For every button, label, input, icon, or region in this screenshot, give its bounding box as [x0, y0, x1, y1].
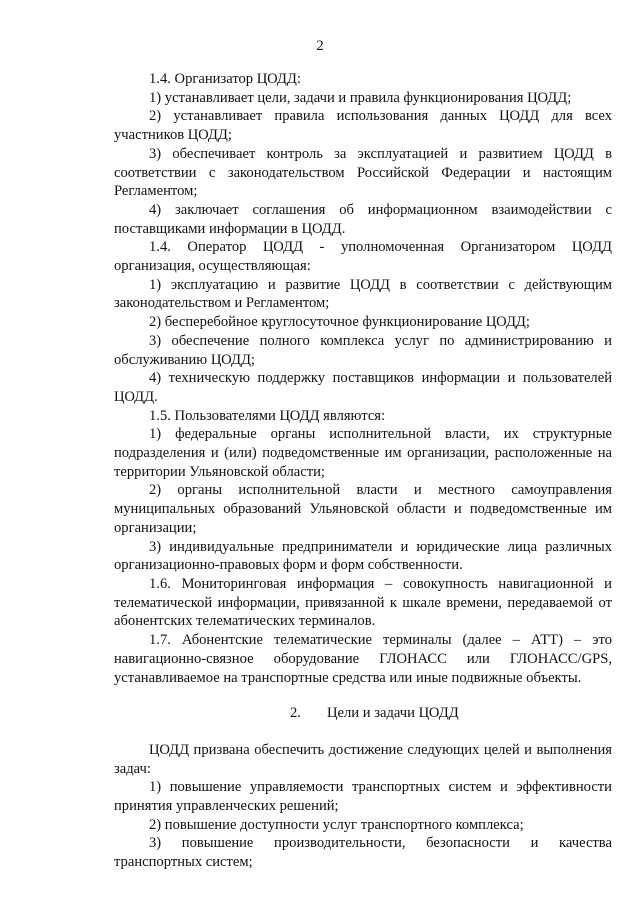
paragraph-att-definition: 1.7. Абонентские телематические терминалы (далее – АТТ) – это навигационно-связное оборудование ГЛОНАСС или ГЛОНАСС/GPS, устанавливаемое на транспортные средства или иные подвижные объекты. — [114, 632, 612, 686]
paragraph-organizer-item-2: 2) устанавливает правила использования данных ЦОДД для всех участников ЦОДД; — [114, 108, 612, 144]
paragraph-monitoring-definition: 1.6. Мониторинговая информация – совокупность навигационной и телематической информации, привязанной к шкале времени, передаваемой от абонентских телематических терминалов. — [114, 575, 612, 630]
section-title: Цели и задачи ЦОДД — [327, 705, 459, 722]
paragraph-organizer-item-1: 1) устанавливает цели, задачи и правила функционирования ЦОДД; — [149, 89, 572, 106]
paragraph-users-item-3: 3) индивидуальные предприниматели и юридические лица различных организационно-правовых форм и форм собственности. — [114, 538, 612, 574]
paragraph-users-heading: 1.5. Пользователями ЦОДД являются: — [149, 407, 386, 424]
document-body — [114, 70, 612, 872]
page-number: 2 — [316, 38, 324, 54]
paragraph-goals-intro: ЦОДД призвана обеспечить достижение следующих целей и выполнения задач: — [114, 741, 612, 777]
section-number: 2. — [290, 705, 301, 722]
paragraph-operator-item-3: 3) обеспечение полного комплекса услуг по администрированию и обслуживанию ЦОДД; — [114, 332, 612, 368]
paragraph-organizer-item-3: 3) обеспечивает контроль за эксплуатацией и развитием ЦОДД в соответствии с законодательством Российской Федерации и настоящим Регламентом; — [114, 145, 612, 200]
paragraph-organizer-heading: 1.4. Организатор ЦОДД: — [149, 71, 301, 87]
paragraph-goals-item-1: 1) повышение управляемости транспортных систем и эффективности принятия управленческих решений; — [114, 779, 612, 815]
paragraph-users-item-2: 2) органы исполнительной власти и местного самоуправления муниципальных образований Ульяновской области и подведомственные им организации; — [114, 482, 612, 536]
paragraph-operator-item-1: 1) эксплуатацию и развитие ЦОДД в соответствии с действующим законодательством и Регламентом; — [114, 276, 612, 312]
paragraph-goals-item-3: 3) повышение производительности, безопасности и качества транспортных систем; — [114, 835, 612, 871]
paragraph-operator-definition: 1.4. Оператор ЦОДД - уполномоченная Организатором ЦОДД организация, осуществляющая: — [114, 239, 612, 275]
paragraph-operator-item-2: 2) бесперебойное круглосуточное функционирование ЦОДД; — [149, 314, 530, 331]
paragraph-operator-item-4: 4) техническую поддержку поставщиков информации и пользователей ЦОДД. — [114, 370, 612, 405]
paragraph-goals-item-2: 2) повышение доступности услуг транспортного комплекса; — [149, 816, 524, 833]
paragraph-users-item-1: 1) федеральные органы исполнительной власти, их структурные подразделения и (или) подведомственные им организации, расположенные на территории Ульяновской области; — [114, 426, 612, 480]
section-heading — [114, 704, 612, 723]
paragraph-organizer-item-4: 4) заключает соглашения об информационном взаимодействии с поставщиками информации в ЦОДД. — [114, 201, 612, 237]
